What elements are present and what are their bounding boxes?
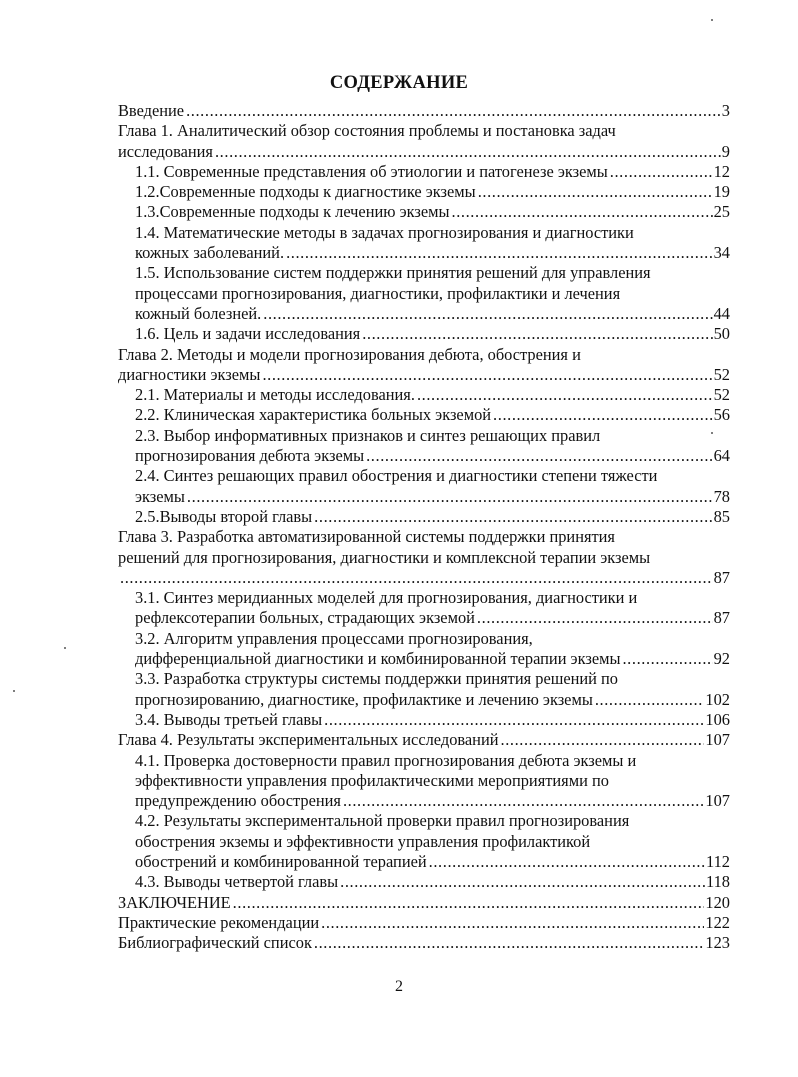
toc-entry	[118, 751, 730, 812]
toc-entry-line	[135, 202, 730, 222]
toc-entry-text: обострения экземы и эффективности управления профилактикой	[135, 831, 591, 851]
toc-entry-line	[118, 142, 730, 162]
toc-entry-line	[118, 933, 730, 953]
toc-entry-line	[135, 710, 730, 730]
toc-entry	[118, 385, 730, 405]
toc-entry	[118, 507, 730, 527]
toc-entry-text: экземы	[135, 486, 185, 506]
toc-page-number: 112	[706, 851, 730, 871]
toc-entry-line	[118, 365, 730, 385]
toc-entry-text: 1.6. Цель и задачи исследования	[135, 324, 361, 344]
toc-entry-text: 2.5.Выводы второй главы	[135, 506, 313, 526]
toc-entry	[118, 182, 730, 202]
dot-leader	[286, 243, 713, 263]
toc-entry-text: 1.2.Современные подходы к диагностике экземы	[135, 182, 476, 202]
toc-entry-text: решений для прогнозирования, диагностики и комплексной терапии экземы	[118, 547, 651, 567]
dot-leader	[186, 101, 721, 121]
toc-entry-text: Библиографический список	[118, 933, 312, 953]
toc-entry-text: 1.3.Современные подходы к лечению экземы	[135, 202, 450, 222]
toc-entry	[118, 405, 730, 425]
dot-leader	[417, 385, 713, 405]
toc-page-number: 34	[713, 243, 730, 263]
toc-page-number: 102	[705, 689, 730, 709]
toc-entry-text: 4.1. Проверка достоверности правил прогнозирования дебюта экземы и	[135, 750, 637, 770]
toc-page-number: 25	[713, 202, 730, 222]
toc-page-number: 120	[705, 892, 730, 912]
toc-entry	[118, 811, 730, 872]
toc-entry-text: рефлексотерапии больных, страдающих экземой	[135, 608, 475, 628]
toc-entry	[118, 933, 730, 953]
toc-entry-line	[135, 608, 730, 628]
toc-page-number: 50	[713, 324, 730, 344]
toc-entry-line	[135, 446, 730, 466]
toc-entry-text: 4.3. Выводы четвертой главы	[135, 872, 339, 892]
scan-speck	[64, 647, 66, 649]
dot-leader	[314, 933, 705, 953]
dot-leader	[120, 568, 713, 588]
dot-leader	[478, 182, 713, 202]
toc-entry-text: 2.2. Клиническая характеристика больных экземой	[135, 405, 492, 425]
toc-entry	[118, 223, 730, 264]
toc-entry-line	[118, 730, 730, 750]
toc-entry-line	[135, 507, 730, 527]
toc-entry	[118, 588, 730, 629]
toc-entry-line	[135, 649, 730, 669]
dot-leader	[429, 852, 705, 872]
dot-leader	[314, 507, 712, 527]
toc-entry-text: исследования	[118, 141, 213, 161]
dot-leader	[233, 893, 705, 913]
toc-entry-line	[135, 243, 730, 263]
toc-page-number: 123	[705, 933, 730, 953]
toc-entry	[118, 466, 730, 507]
toc-entry-text: Глава 4. Результаты экспериментальных исследований	[118, 730, 499, 750]
toc-entry-text: предупреждению обострения	[135, 791, 341, 811]
toc-entry-line	[135, 872, 730, 892]
toc-entry-text: Глава 3. Разработка автоматизированной системы поддержки принятия	[118, 527, 615, 547]
toc-page-number: 87	[713, 567, 730, 587]
dot-leader	[366, 446, 713, 466]
toc-page-number: 85	[713, 506, 730, 526]
dot-leader	[595, 690, 705, 710]
toc-entry-line	[135, 690, 730, 710]
toc-page-number: 64	[713, 446, 730, 466]
toc-entry	[118, 629, 730, 670]
toc-page-number: 118	[706, 872, 730, 892]
toc-page-number: 12	[713, 161, 730, 181]
toc-entry	[118, 730, 730, 750]
scan-speck	[711, 432, 713, 434]
toc-entry-line	[118, 893, 730, 913]
toc-entry	[118, 162, 730, 182]
toc-entry	[118, 893, 730, 913]
toc-entry-text: диагностики экземы	[118, 364, 261, 384]
dot-leader	[340, 872, 705, 892]
toc-entry	[118, 202, 730, 222]
scan-speck	[711, 19, 713, 21]
toc-entry-text: Глава 2. Методы и модели прогнозирования дебюта, обострения и	[118, 344, 581, 364]
toc-entry-text: эффективности управления профилактическими мероприятиями по	[135, 770, 609, 790]
toc-entry-text: 3.1. Синтез меридианных моделей для прогнозирования, диагностики и	[135, 588, 638, 608]
toc-entry-line	[135, 487, 730, 507]
toc-entry-text: 2.3. Выбор информативных признаков и синтез решающих правил	[135, 425, 601, 445]
toc-page-number: 122	[705, 912, 730, 932]
dot-leader	[187, 487, 713, 507]
toc-entry-line	[135, 385, 730, 405]
toc-entry-text: 3.4. Выводы третьей главы	[135, 709, 323, 729]
toc-entry-text: 3.3. Разработка структуры системы поддержки принятия решений по	[135, 669, 619, 689]
toc-page-number: 3	[721, 101, 730, 120]
toc-entry	[118, 121, 730, 162]
toc-entry-line	[135, 791, 730, 811]
dot-leader	[324, 710, 704, 730]
toc-entry	[118, 345, 730, 386]
dot-leader	[215, 142, 721, 162]
toc-page-number: 107	[705, 730, 730, 750]
toc-page-number: 87	[713, 608, 730, 628]
toc-entry-text: 1.1. Современные представления об этиологии и патогенезе экземы	[135, 161, 608, 181]
table-of-contents	[118, 101, 730, 953]
dot-leader	[610, 162, 713, 182]
toc-page-number: 107	[705, 791, 730, 811]
toc-entry-line	[118, 913, 730, 933]
toc-entry-text: 1.4. Математические методы в задачах прогнозирования и диагностики	[135, 222, 634, 242]
toc-entry-text: процессами прогнозирования, диагностики, профилактики и лечения	[135, 283, 621, 303]
dot-leader	[493, 405, 713, 425]
page-number: 2	[395, 978, 403, 995]
dot-leader	[362, 324, 712, 344]
toc-entry	[118, 872, 730, 892]
toc-entry-text: кожный болезней.	[135, 303, 262, 323]
toc-entry	[118, 669, 730, 710]
toc-entry	[118, 324, 730, 344]
toc-entry-text: Практические рекомендации	[118, 912, 320, 932]
toc-entry-line	[135, 405, 730, 425]
toc-entry	[118, 710, 730, 730]
toc-entry-text: дифференциальной диагностики и комбинированной терапии экземы	[135, 649, 621, 669]
toc-page-number: 52	[713, 364, 730, 384]
toc-page-number: 106	[705, 709, 730, 729]
dot-leader	[501, 730, 705, 750]
toc-entry-line	[135, 182, 730, 202]
toc-entry-text: прогнозирования дебюта экземы	[135, 446, 365, 466]
toc-entry-text: 4.2. Результаты экспериментальной проверки правил прогнозирования	[135, 811, 630, 831]
toc-entry-text: прогнозированию, диагностике, профилактике и лечению экземы	[135, 689, 593, 709]
toc-page-number: 52	[713, 385, 730, 405]
scan-speck	[13, 690, 15, 692]
toc-entry-line	[135, 852, 730, 872]
dot-leader	[452, 202, 713, 222]
toc-entry-text: 1.5. Использование систем поддержки принятия решений для управления	[135, 263, 651, 283]
page-title: СОДЕРЖАНИЕ	[329, 73, 469, 93]
toc-entry-line	[118, 101, 730, 121]
toc-entry-text: ЗАКЛЮЧЕНИЕ	[118, 892, 231, 912]
toc-page-number: 44	[713, 303, 730, 323]
toc-entry-line	[135, 304, 730, 324]
dot-leader	[343, 791, 704, 811]
toc-page-number: 9	[721, 141, 730, 161]
toc-entry-text: кожных заболеваний.	[135, 243, 285, 263]
toc-entry	[118, 527, 730, 588]
toc-entry	[118, 913, 730, 933]
toc-entry	[118, 101, 730, 121]
toc-page-number: 19	[713, 182, 730, 202]
toc-entry	[118, 426, 730, 467]
toc-page-number: 78	[713, 486, 730, 506]
toc-entry-text: 2.1. Материалы и методы исследования.	[135, 385, 415, 405]
toc-entry-line	[135, 162, 730, 182]
dot-leader	[263, 304, 712, 324]
toc-entry-text: 3.2. Алгоритм управления процессами прогнозирования,	[135, 628, 533, 648]
toc-entry-text: Глава 1. Аналитический обзор состояния проблемы и постановка задач	[118, 121, 616, 141]
toc-entry	[118, 263, 730, 324]
toc-entry-text: Введение	[118, 101, 185, 120]
dot-leader	[477, 608, 713, 628]
dot-leader	[262, 365, 712, 385]
toc-page-number: 56	[713, 405, 730, 425]
toc-entry-text: 2.4. Синтез решающих правил обострения и диагностики степени тяжести	[135, 466, 658, 486]
dot-leader	[321, 913, 704, 933]
toc-page-number: 92	[713, 649, 730, 669]
toc-entry-line	[118, 568, 730, 588]
toc-entry-text: обострений и комбинированной терапией	[135, 851, 427, 871]
toc-entry-line	[135, 324, 730, 344]
dot-leader	[622, 649, 712, 669]
